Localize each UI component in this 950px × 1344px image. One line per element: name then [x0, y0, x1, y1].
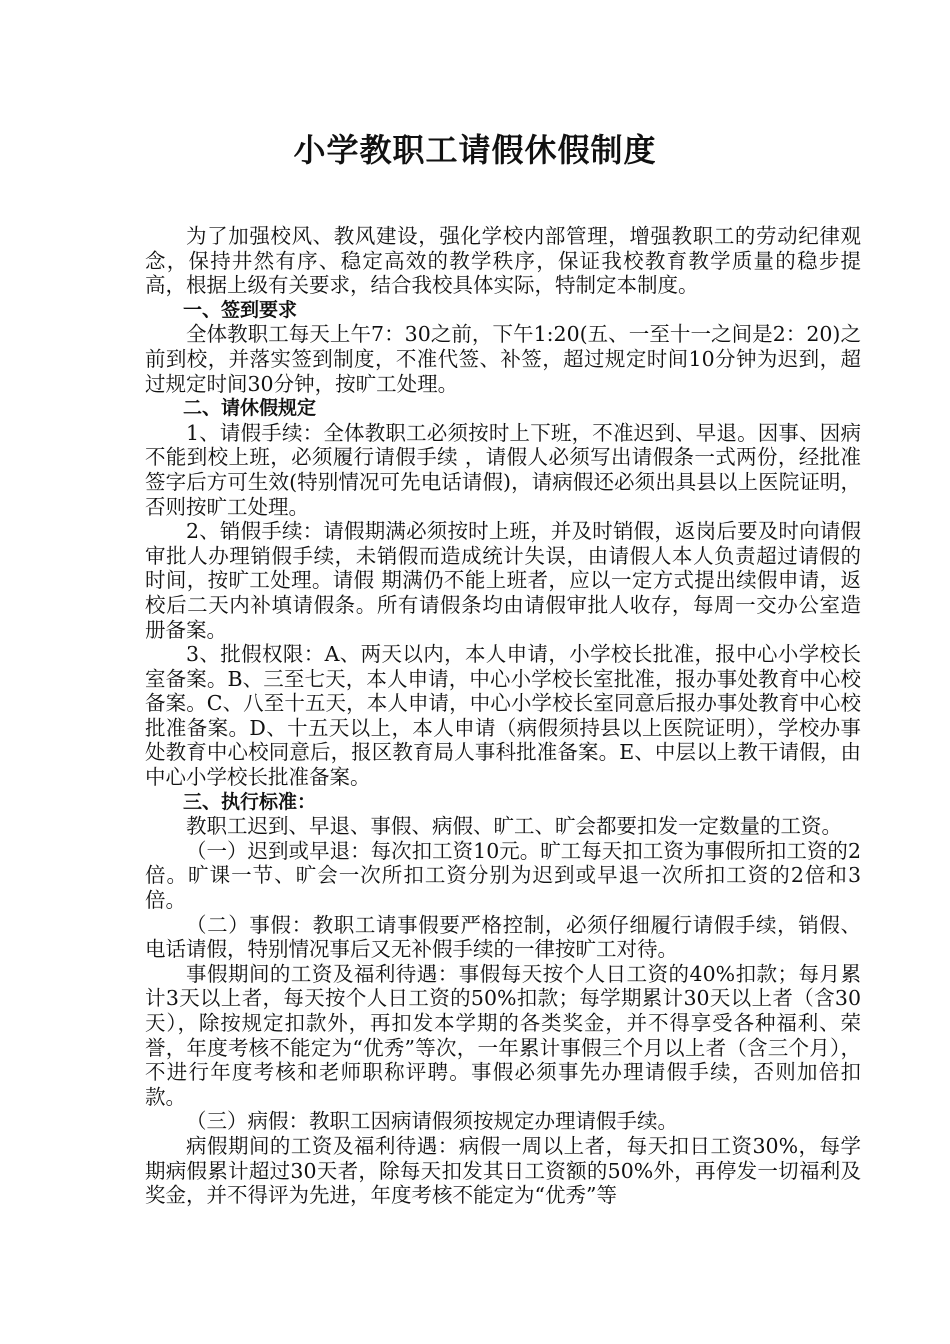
body-paragraph: 3、批假权限：A、两天以内，本人申请，小学校长批准，报中心小学校长室备案。B、三至七天，本人申请，中心小学校长室批准，报办事处教育中心校备案。C、八至十五天，本人申请，中心小学校长室同意后报办事处教育中心校批准备案。D、十五天以上，本人申请（病假须持县以上医院证明），学校办事处教育中心校同意后，报区教育局人事科批准备案。E、中层以上教干请假，由中心小学校长批准备案。: [145, 642, 861, 790]
body-paragraph: （一）迟到或早退：每次扣工资10元。旷工每天扣工资为事假所扣工资的2倍。旷课一节、旷会一次所扣工资分别为迟到或早退一次所扣工资的2倍和3倍。: [145, 838, 861, 913]
body-paragraph: 病假期间的工资及福利待遇：病假一周以上者，每天扣日工资30%，每学期病假累计超过30天者，除每天扣发其日工资额的50%外，再停发一切福利及奖金，并不得评为先进，年度考核不能定为“优秀”等: [145, 1133, 861, 1208]
body-paragraph: 全体教职工每天上午7：30之前，下午1:20(五、一至十一之间是2：20)之前到校，并落实签到制度，不准代签、补签，超过规定时间10分钟为迟到，超过规定时间30分钟，按旷工处理。: [145, 322, 861, 396]
body-paragraph: 为了加强校风、教风建设，强化学校内部管理，增强教职工的劳动纪律观念，保持井然有序、稳定高效的教学秩序，保证我校教育教学质量的稳步提高，根据上级有关要求，结合我校具体实际，特制定本制度。: [145, 224, 861, 298]
body-paragraph: 事假期间的工资及福利待遇：事假每天按个人日工资的40%扣款；每月累计3天以上者，每天按个人日工资的50%扣款；每学期累计30天以上者（含30天），除按规定扣款外，再扣发本学期的各类奖金，并不得享受各种福利、荣誉，年度考核不能定为“优秀”等次，一年累计事假三个月以上者（含三个月），不进行年度考核和老师职称评聘。事假必须事先办理请假手续，否则加倍扣款。: [145, 961, 861, 1109]
document-body: [145, 224, 861, 1208]
document-title: 小学教职工请假休假制度: [293, 131, 657, 169]
section-heading: 二、请休假规定: [183, 397, 317, 420]
body-paragraph: （三）病假：教职工因病请假须按规定办理请假手续。: [186, 1109, 678, 1134]
section-heading: 三、执行标准：: [183, 790, 317, 813]
body-paragraph: （二）事假：教职工请事假要严格控制，必须仔细履行请假手续，销假、电话请假，特别情况事后又无补假手续的一律按旷工对待。: [145, 912, 861, 962]
section-heading: 一、签到要求: [183, 298, 298, 321]
body-paragraph: 教职工迟到、早退、事假、病假、旷工、旷会都要扣发一定数量的工资。: [186, 814, 842, 839]
body-paragraph: 1、请假手续：全体教职工必须按时上下班，不准迟到、早退。因事、因病不能到校上班，必须履行请假手续 ，请假人必须写出请假条一式两份，经批准签字后方可生效(特别情况可先电话请假)，请病假还必须出具县以上医院证明，否则按旷工处理。: [145, 420, 861, 519]
body-paragraph: 2、销假手续：请假期满必须按时上班，并及时销假，返岗后要及时向请假审批人办理销假手续，未销假而造成统计失误，由请假人本人负责超过请假的时间，按旷工处理。请假 期满仍不能上班者，应以一定方式提出续假申请，返校后二天内补填请假条。所有请假条均由请假审批人收存，每周一交办公室造册备案。: [145, 519, 861, 642]
